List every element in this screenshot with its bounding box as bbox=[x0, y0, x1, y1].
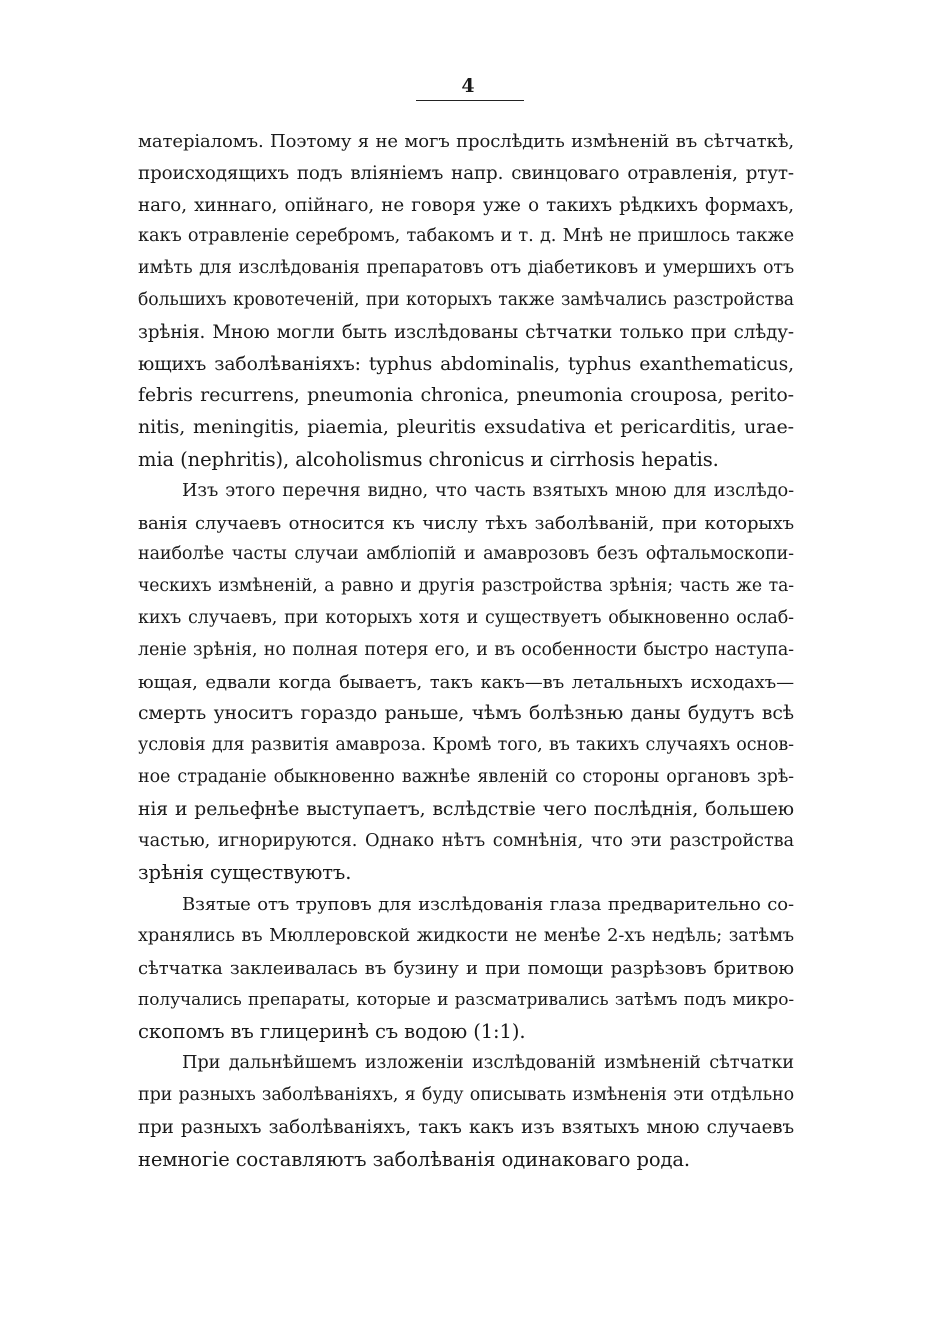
text-line: mia (nephritis), alcoholismus chronicus и cirrhosis hepatis. bbox=[138, 447, 719, 471]
body-text bbox=[138, 126, 794, 1175]
text-line: происходящихъ подъ вліяніемъ напр. свинцоваго отравленія, ртут- bbox=[138, 162, 794, 184]
text-line: скопомъ въ глицеринѣ съ водою (1:1). bbox=[138, 1020, 526, 1044]
text-line: nitis, meningitis, piaemia, pleuritis exsudativa et pericarditis, urae- bbox=[138, 416, 794, 439]
text-line: При дальнѣйшемъ изложеніи изслѣдованій измѣненій сѣтчатки bbox=[182, 1053, 794, 1074]
paragraph-2 bbox=[138, 476, 794, 889]
text-line: леніе зрѣнія, но полная потеря его, и въ особенности быстро наступа- bbox=[138, 639, 794, 660]
text-line: большихъ кровотеченій, при которыхъ также замѣчались разстройства bbox=[138, 289, 794, 310]
text-line: наго, хиннаго, опійнаго, не говоря уже о такихъ рѣдкихъ формахъ, bbox=[138, 194, 794, 216]
text-line: Изъ этого перечня видно, что часть взятыхъ мною для изслѣдо- bbox=[182, 480, 794, 501]
text-line: ческихъ измѣненій, а равно и другія разстройства зрѣнія; часть же та- bbox=[138, 576, 794, 597]
text-line: зрѣнія. Мною могли быть изслѣдованы сѣтчатки только при слѣду- bbox=[138, 321, 794, 343]
text-line: хранялись въ Мюллеровской жидкости не менѣе 2-хъ недѣль; затѣмъ bbox=[138, 925, 794, 946]
paragraph-3 bbox=[138, 889, 794, 1048]
text-line: имѣть для изслѣдованія препаратовъ отъ діабетиковъ и умершихъ отъ bbox=[138, 258, 794, 279]
text-line: частью, игнорируются. Однако нѣтъ сомнѣнія, что эти разстройства bbox=[138, 830, 794, 851]
text-line: ное страданіе обыкновенно важнѣе явленій со стороны органовъ зрѣ- bbox=[138, 766, 794, 787]
page-number: 4 bbox=[461, 75, 475, 97]
text-line: немногіе составляютъ заболѣванія одинаковаго рода. bbox=[138, 1147, 690, 1171]
text-line: нія и рельефнѣе выступаетъ, вслѣдствіе чего послѣднія, большею bbox=[138, 798, 794, 820]
text-line: матеріаломъ. Поэтому я не могъ прослѣдить измѣненій въ сѣтчаткѣ, bbox=[138, 131, 794, 152]
text-line: условія для развитія амавроза. Кромѣ того, въ такихъ случаяхъ основ- bbox=[138, 735, 794, 756]
paragraph-1 bbox=[138, 126, 794, 476]
text-line: ющихъ заболѣваніяхъ: typhus abdominalis, typhus exanthematicus, bbox=[138, 353, 794, 375]
text-line: ющая, едвали когда бываетъ, такъ какъ—въ летальныхъ исходахъ— bbox=[138, 671, 794, 693]
text-line: какъ отравленіе серебромъ, табакомъ и т. д. Мнѣ не пришлось также bbox=[138, 226, 794, 247]
header-rule bbox=[416, 100, 524, 101]
text-line: febris recurrens, pneumonia chronica, pneumonia crouposa, perito- bbox=[138, 384, 794, 407]
text-line: смерть уноситъ гораздо раньше, чѣмъ болѣзнью даны будутъ всѣ bbox=[138, 703, 794, 725]
text-line: при разныхъ заболѣваніяхъ, такъ какъ изъ взятыхъ мною случаевъ bbox=[138, 1116, 794, 1138]
text-line: Взятые отъ труповъ для изслѣдованія глаза предварительно со- bbox=[182, 894, 794, 916]
text-line: получались препараты, которые и разсматривались затѣмъ подъ микро- bbox=[138, 989, 794, 1010]
text-line: наиболѣе часты случаи амбліопій и амаврозовъ безъ офтальмоскопи- bbox=[138, 544, 794, 565]
paragraph-4 bbox=[138, 1048, 794, 1175]
text-line: ванія случаевъ относится къ числу тѣхъ заболѣваній, при которыхъ bbox=[138, 512, 794, 534]
text-line: зрѣнія существуютъ. bbox=[138, 861, 352, 885]
text-line: сѣтчатка заклеивалась въ бузину и при помощи разрѣзовъ бритвою bbox=[138, 957, 794, 979]
text-line: при разныхъ заболѣваніяхъ, я буду описывать измѣненія эти отдѣльно bbox=[138, 1084, 794, 1105]
text-line: кихъ случаевъ, при которыхъ хотя и существуетъ обыкновенно ослаб- bbox=[138, 607, 794, 628]
